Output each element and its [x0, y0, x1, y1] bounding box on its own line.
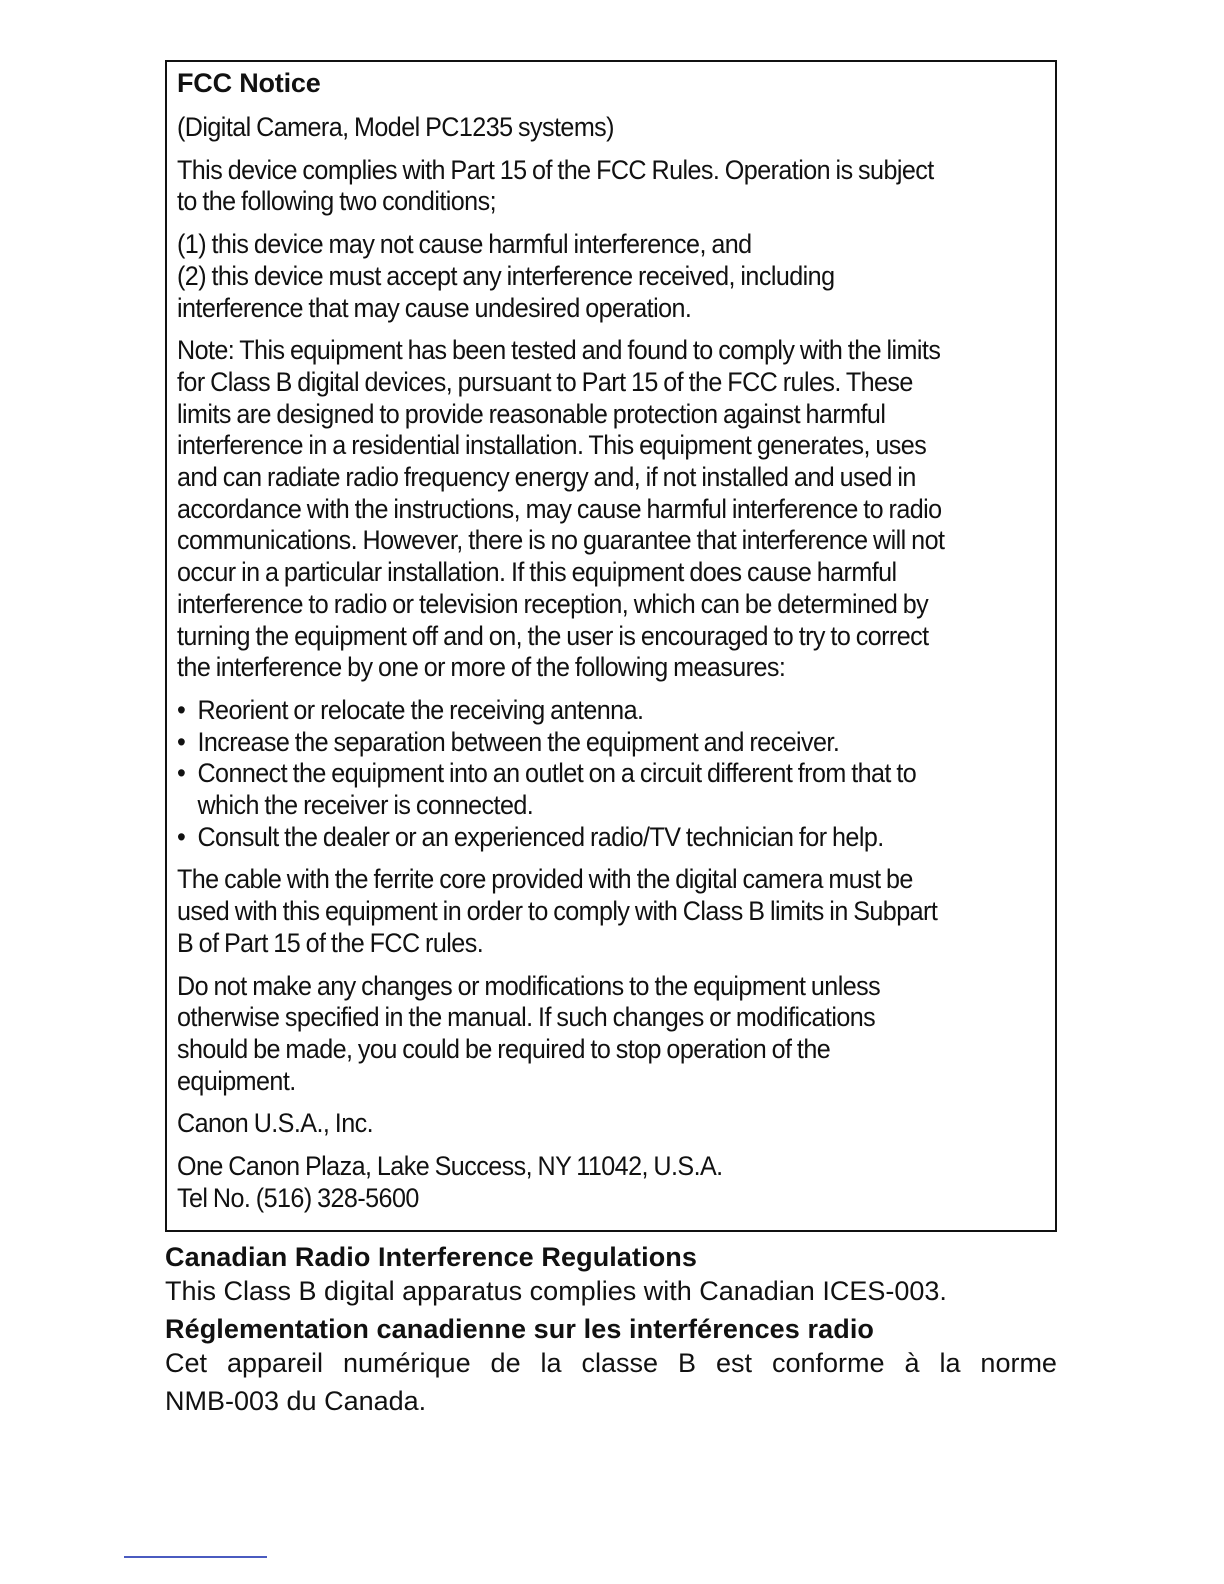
canadian-text-en: This Class B digital apparatus complies with Canadian ICES-003. — [165, 1276, 947, 1306]
word: norme — [980, 1348, 1057, 1378]
word: B — [678, 1348, 697, 1378]
word: appareil — [226, 1348, 324, 1378]
canadian-text-fr-line2: NMB-003 du Canada. — [165, 1386, 427, 1416]
condition-2: (2) this device must accept any interference received, including — [177, 260, 835, 291]
model-line: (Digital Camera, Model PC1235 systems) — [177, 112, 614, 142]
compliance-paragraph — [177, 155, 1037, 218]
cable-paragraph — [177, 864, 1037, 959]
footer-divider — [124, 1556, 267, 1558]
text-line: equipment. — [177, 1065, 296, 1096]
measure-text: Increase the separation between the equipment and receiver. — [197, 726, 840, 757]
company-name: Canon U.S.A., Inc. — [177, 1108, 374, 1139]
word: de — [490, 1348, 521, 1378]
text-line: interference in a residential installation. This equipment generates, uses — [177, 430, 927, 461]
canadian-regulations-section — [165, 1240, 1057, 1422]
company-phone: Tel No. (516) 328-5600 — [177, 1182, 419, 1213]
fcc-notice-box — [165, 60, 1057, 1232]
list-item — [177, 695, 1037, 727]
bullet-icon: • — [177, 694, 186, 725]
changes-paragraph — [177, 971, 1037, 1098]
list-item — [177, 758, 1037, 790]
text-line: the interference by one or more of the following measures: — [177, 652, 786, 683]
text-line: Do not make any changes or modifications to the equipment unless — [177, 970, 881, 1001]
bullet-icon: • — [177, 758, 186, 789]
text-line: limits are designed to provide reasonable protection against harmful — [177, 398, 886, 429]
text-line: occur in a particular installation. If this equipment does cause harmful — [177, 557, 897, 588]
text-line: used with this equipment in order to comply with Class B limits in Subpart — [177, 896, 938, 927]
text-line: interference to radio or television reception, which can be determined by — [177, 588, 929, 619]
bullet-icon: • — [177, 726, 186, 757]
contact-block — [177, 1151, 1037, 1214]
bullet-icon: • — [177, 821, 186, 852]
note-paragraph — [177, 335, 1037, 684]
conditions-paragraph — [177, 229, 1037, 324]
list-item — [177, 822, 1037, 854]
text-line: interference that may cause undesired operation. — [177, 292, 692, 323]
word: numérique — [343, 1348, 471, 1378]
text-line: should be made, you could be required to stop operation of the — [177, 1033, 831, 1064]
text-line: and can radiate radio frequency energy and, if not installed and used in — [177, 462, 916, 493]
fcc-notice-body — [177, 112, 1037, 1215]
text-line: The cable with the ferrite core provided with the digital camera must be — [177, 864, 913, 895]
text-line: otherwise specified in the manual. If such changes or modifications — [177, 1002, 876, 1033]
text-line: accordance with the instructions, may cause harmful interference to radio — [177, 493, 942, 524]
measure-text: Connect the equipment into an outlet on a circuit different from that to — [197, 758, 917, 789]
measure-continuation: which the receiver is connected. — [197, 790, 534, 821]
text-line: for Class B digital devices, pursuant to Part 15 of the FCC rules. These — [177, 366, 913, 397]
text-line: B of Part 15 of the FCC rules. — [177, 927, 484, 958]
measures-list — [177, 695, 1037, 854]
word: la — [540, 1348, 562, 1378]
text-line: to the following two conditions; — [177, 186, 497, 217]
fcc-notice-title: FCC Notice — [177, 68, 321, 98]
text-line: turning the equipment off and on, the user is encouraged to try to correct — [177, 620, 929, 651]
measure-text: Consult the dealer or an experienced radio/TV technician for help. — [197, 821, 884, 852]
word: classe — [581, 1348, 659, 1378]
word: conforme — [771, 1348, 885, 1378]
word: Cet — [165, 1348, 208, 1378]
canadian-title-fr: Réglementation canadienne sur les interférences radio — [165, 1314, 875, 1344]
measure-text: Reorient or relocate the receiving antenna. — [197, 694, 644, 725]
word: est — [715, 1348, 752, 1378]
list-item — [177, 727, 1037, 759]
company-address: One Canon Plaza, Lake Success, NY 11042, U.S.A. — [177, 1151, 723, 1182]
text-line: communications. However, there is no guarantee that interference will not — [177, 525, 945, 556]
canadian-text-fr-line1 — [165, 1346, 1057, 1380]
text-line: This device complies with Part 15 of the FCC Rules. Operation is subject — [177, 154, 934, 185]
word: la — [939, 1348, 961, 1378]
text-line: Note: This equipment has been tested and found to comply with the limits — [177, 335, 941, 366]
word: à — [904, 1348, 920, 1378]
canadian-title-en: Canadian Radio Interference Regulations — [165, 1242, 698, 1272]
condition-1: (1) this device may not cause harmful interference, and — [177, 229, 752, 260]
